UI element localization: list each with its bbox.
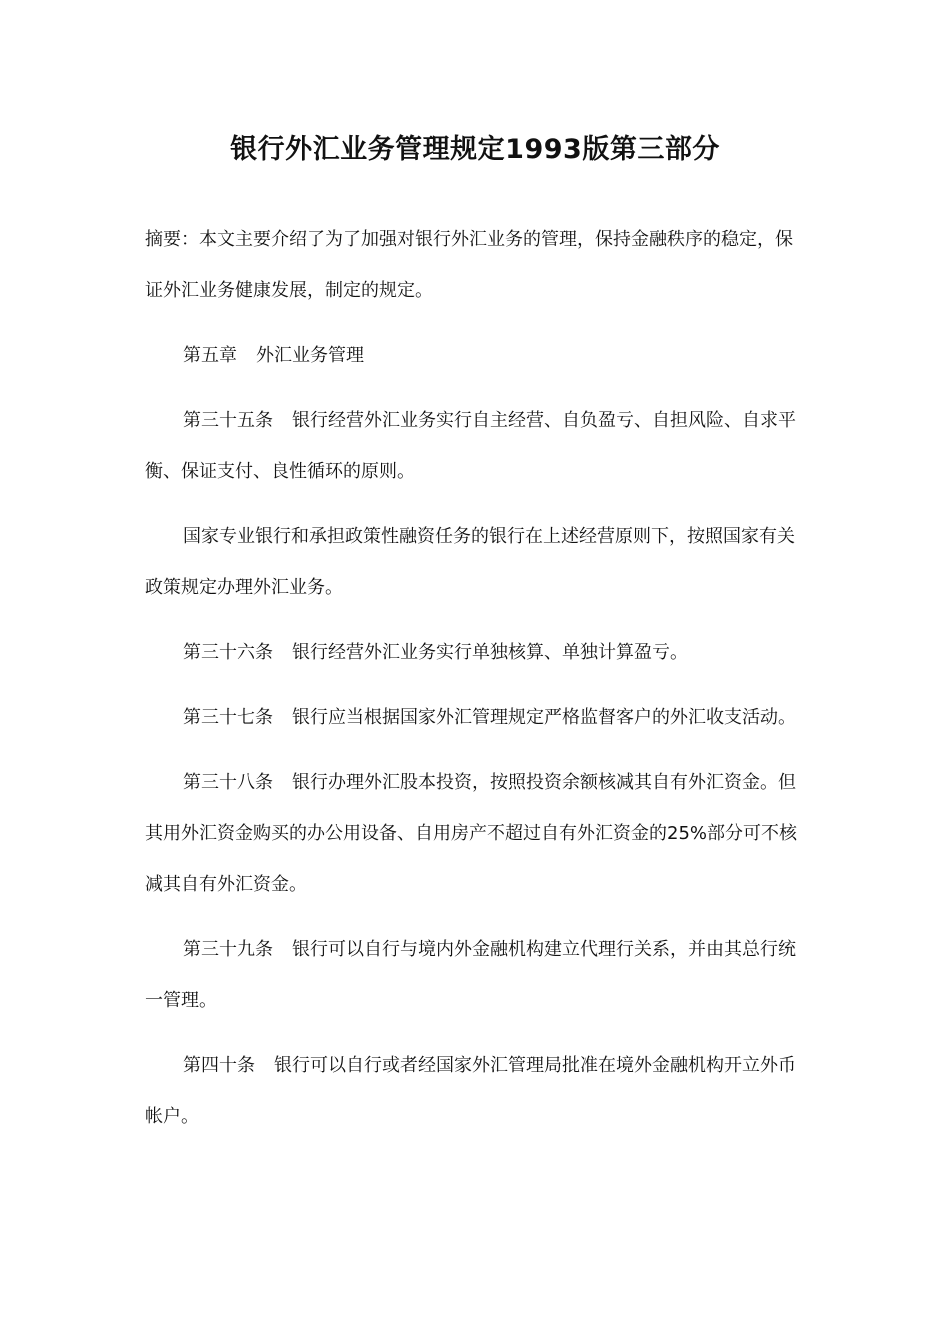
article-text: 银行可以自行与境内外金融机构建立代理行关系，并由其总行统一管理。 — [145, 939, 796, 1011]
article-text: 银行经营外汇业务实行单独核算、单独计算盈亏。 — [292, 642, 688, 663]
chapter-heading — [145, 330, 807, 381]
article-number: 第四十条 — [183, 1055, 255, 1076]
article-paragraph — [145, 395, 807, 497]
article-paragraph — [145, 757, 807, 910]
article-number: 第三十七条 — [183, 707, 273, 728]
article-text: 银行经营外汇业务实行自主经营、自负盈亏、自担风险、自求平衡、保证支付、良性循环的原则。 — [145, 410, 796, 482]
document-body — [145, 214, 807, 1156]
article-text: 银行办理外汇股本投资，按照投资余额核减其自有外汇资金。但其用外汇资金购买的办公用设备、自用房产不超过自有外汇资金的25%部分可不核减其自有外汇资金。 — [145, 772, 798, 895]
article-paragraph — [145, 692, 807, 743]
article-number: 第三十九条 — [183, 939, 273, 960]
article-text: 银行应当根据国家外汇管理规定严格监督客户的外汇收支活动。 — [292, 707, 796, 728]
article-paragraph — [145, 627, 807, 678]
article-number: 第三十六条 — [183, 642, 273, 663]
chapter-label: 第五章 — [183, 345, 237, 366]
article-number: 第三十八条 — [183, 772, 273, 793]
chapter-title: 外汇业务管理 — [256, 345, 364, 366]
article-text: 银行可以自行或者经国家外汇管理局批准在境外金融机构开立外币帐户。 — [145, 1055, 796, 1127]
article-paragraph — [145, 924, 807, 1026]
abstract-paragraph: 摘要：本文主要介绍了为了加强对银行外汇业务的管理，保持金融秩序的稳定，保证外汇业务健康发展，制定的规定。 — [145, 229, 793, 301]
article-paragraph — [145, 511, 807, 613]
article-text: 国家专业银行和承担政策性融资任务的银行在上述经营原则下，按照国家有关政策规定办理外汇业务。 — [145, 526, 795, 598]
article-number: 第三十五条 — [183, 410, 273, 431]
article-paragraph — [145, 1040, 807, 1142]
document-title: 银行外汇业务管理规定1993版第三部分 — [230, 134, 720, 165]
